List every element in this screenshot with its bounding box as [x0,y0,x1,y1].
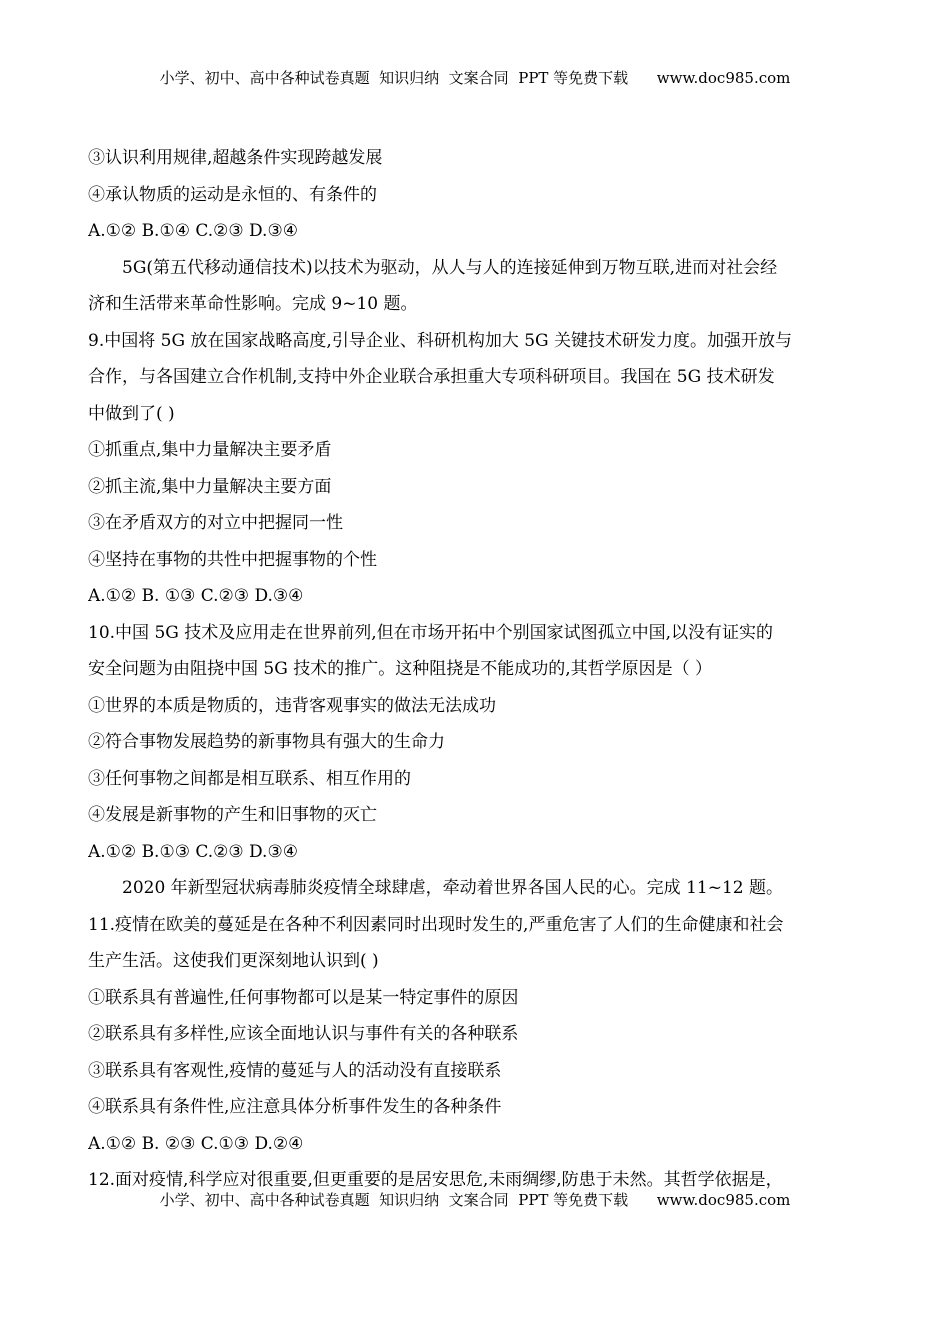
option-line: ④联系具有条件性,应注意具体分析事件发生的各种条件 [88,1097,502,1117]
option-line: ②联系具有多样性,应该全面地认识与事件有关的各种联系 [88,1024,519,1044]
answer-choices: A.①② B.①④ C.②③ D.③④ [88,221,298,241]
question-10: 安全问题为由阻挠中国 5G 技术的推广。这种阻挠是不能成功的,其哲学原因是（ ） [88,659,713,679]
question-11: 生产生活。这使我们更深刻地认识到( ) [88,951,379,971]
option-line: ④承认物质的运动是永恒的、有条件的 [88,184,377,205]
option-line: ④坚持在事物的共性中把握事物的个性 [88,549,377,570]
option-line: ③认识利用规律,超越条件实现跨越发展 [88,148,383,168]
answer-choices: A.①② B. ①③ C.②③ D.③④ [88,586,304,606]
option-line: ③联系具有客观性,疫情的蔓延与人的活动没有直接联系 [88,1060,502,1081]
material-paragraph: 2020 年新型冠状病毒肺炎疫情全球肆虐，牵动着世界各国人民的心。完成 11~12 题。 [122,878,783,898]
question-9: 合作，与各国建立合作机制,支持中外企业联合承担重大专项科研项目。我国在 5G 技术研发 [88,367,775,387]
option-line: ①抓重点,集中力量解决主要矛盾 [88,440,332,460]
option-line: ①世界的本质是物质的，违背客观事实的做法无法成功 [88,695,496,716]
page-header: 小学、初中、高中各种试卷真题 知识归纳 文案合同 PPT 等免费下载 www.doc985.com [159,69,791,87]
option-line: ③任何事物之间都是相互联系、相互作用的 [88,768,411,789]
option-line: ①联系具有普遍性,任何事物都可以是某一特定事件的原因 [88,987,519,1008]
option-line: ②抓主流,集中力量解决主要方面 [88,476,332,497]
option-line: ③在矛盾双方的对立中把握同一性 [88,513,343,533]
question-9: 中做到了( ) [88,403,175,424]
answer-choices: A.①② B.①③ C.②③ D.③④ [88,841,298,862]
option-line: ④发展是新事物的产生和旧事物的灭亡 [88,805,377,825]
question-11: 11.疫情在欧美的蔓延是在各种不利因素同时出现时发生的,严重危害了人们的生命健康和社会 [88,914,784,935]
question-12: 12.面对疫情,科学应对很重要,但更重要的是居安思危,未雨绸缪,防患于未然。其哲学依据是， [88,1170,783,1190]
material-paragraph: 济和生活带来革命性影响。完成 9~10 题。 [88,294,418,314]
page-footer: 小学、初中、高中各种试卷真题 知识归纳 文案合同 PPT 等免费下载 www.doc985.com [159,1191,791,1209]
document-body [88,140,866,1199]
answer-choices: A.①② B. ②③ C.①③ D.②④ [88,1133,304,1154]
question-10: 10.中国 5G 技术及应用走在世界前列,但在市场开拓中个别国家试图孤立中国,以没有证实的 [88,622,774,643]
question-9: 9.中国将 5G 放在国家战略高度,引导企业、科研机构加大 5G 关键技术研发力度。加强开放与 [88,330,793,351]
material-paragraph: 5G(第五代移动通信技术)以技术为驱动，从人与人的连接延伸到万物互联,进而对社会经 [122,257,778,278]
option-line: ②符合事物发展趋势的新事物具有强大的生命力 [88,732,445,752]
